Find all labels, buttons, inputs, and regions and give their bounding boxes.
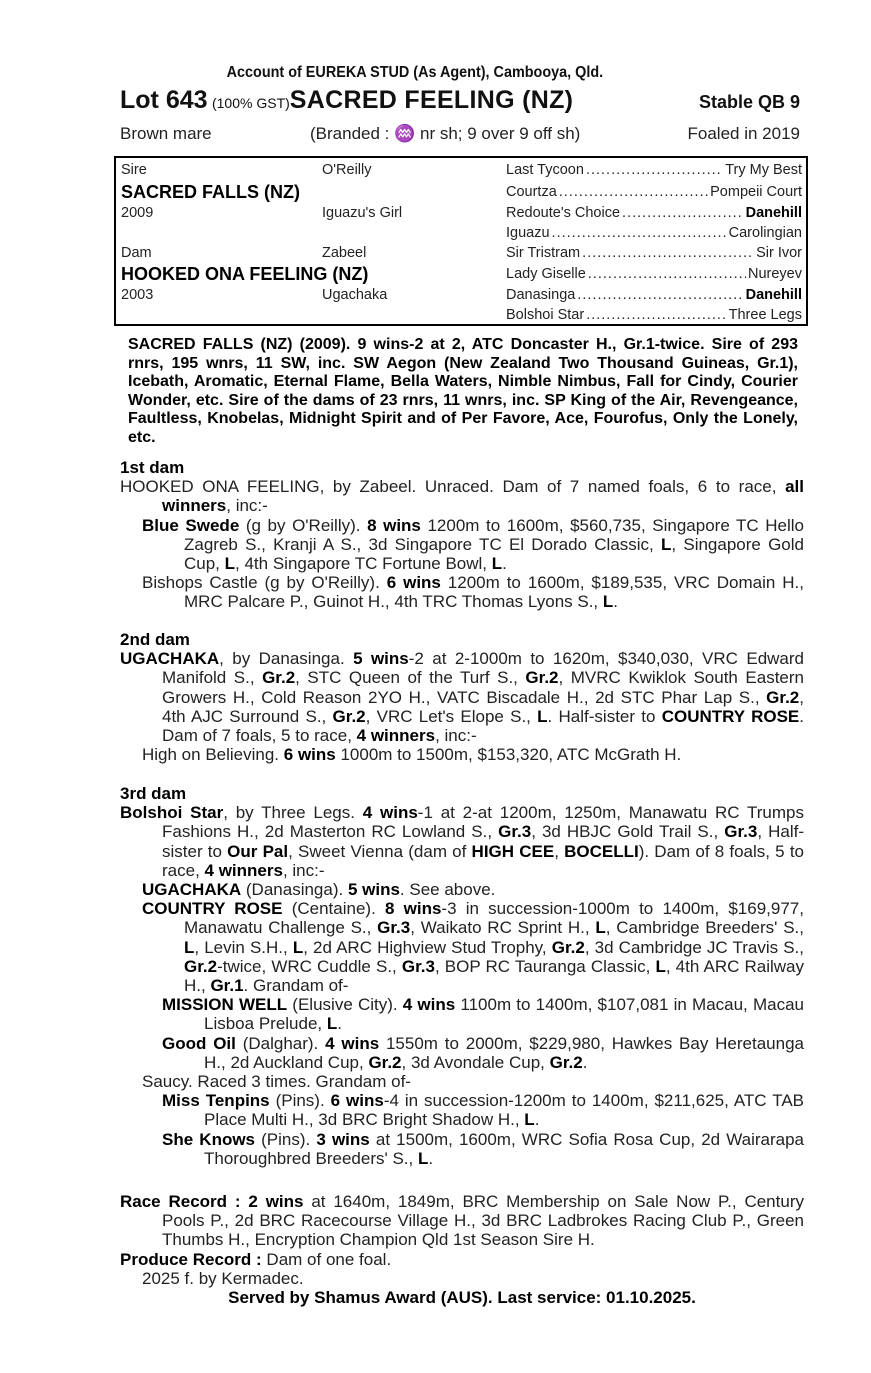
progeny-entry: Blue Swede (g by O'Reilly). 8 wins 1200m to 1600m, $560,735, Singapore TC Hello Zagreb S., Kranji A S., 3d Singapore TC El Dorado Classic, L, Singapore Gold Cup, L, 4th Singapore TC Fortune Bowl, L. [142,515,805,574]
colour-sex: Brown mare [120,124,212,143]
section-heading: 2nd dam [120,630,190,649]
foaled-year: Foaled in 2019 [687,124,800,143]
progeny-entry: Bishops Castle (g by O'Reilly). 6 wins 1200m to 1600m, $189,535, VRC Domain H., MRC Palcare P., Guinot H., 4th TRC Thomas Lyons S., L. [142,573,804,612]
dam-year: 2003 [121,287,154,303]
lot-header [120,86,810,118]
ancestor-row: Danasinga ..... Danehill [506,287,802,303]
vendor-line: Account of EUREKA STUD (As Agent), Cambooya, Qld. [226,64,604,81]
ancestor-row: Last Tycoon ..... Try My Best [506,162,802,178]
race-record: Race Record : 2 wins at 1640m, 1849m, BRC Membership on Sale Now P., Century Pools P., 2d BRC Racecourse Village H., 3d BRC Ladbrokes Racing Club P., Green Thumbs H., Encryption Champion Qld 1st Season Sire H. [120,1192,804,1250]
progeny-entry: Miss Tenpins (Pins). 6 wins-4 in succession-1200m to 1400m, $211,625, ATC TAB Place Multi H., 3d BRC Bright Shadow H., L. [162,1091,805,1130]
third-dam-section [120,784,804,1168]
foal-entry: 2025 f. by Kermadec. [142,1268,304,1288]
sire-sire: O'Reilly [322,162,372,178]
section-heading: 3rd dam [120,784,187,803]
first-dam-section [120,458,804,612]
service-note: Served by Shamus Award (AUS). Last service: 01.10.2025. [228,1288,696,1307]
dam-entry: Bolshoi Star, by Three Legs. 4 wins-1 at 2-at 1200m, 1250m, Manawatu RC Trumps Fashions H., 2d Masterton RC Lowland S., Gr.3, 3d HBJC Gold Trail S., Gr.3, Half-sister to Our Pal, Sweet Vienna (dam of HIGH CEE, BOCELLI). Dam of 8 foals, 5 to race, 4 winners, inc:- [120,803,805,880]
progeny-entry: High on Believing. 6 wins 1000m to 1500m, $153,320, ATC McGrath H. [142,745,682,765]
dam-dam: Ugachaka [322,287,388,303]
dam-intro: HOOKED ONA FEELING, by Zabeel. Unraced. Dam of 7 named foals, 6 to race, all winners, inc:- [120,477,804,516]
ancestor-row: Courtza ..... Pompeii Court [506,184,802,200]
dam-label: Dam [121,245,152,261]
progeny-entry: UGACHAKA (Danasinga). 5 wins. See above. [142,880,496,900]
gst-note: (100% GST) [211,95,290,111]
ancestor-row: Iguazu ..... Carolingian [506,225,802,241]
horse-name: SACRED FEELING (NZ) [289,86,574,114]
stable-number: Stable QB 9 [698,92,800,112]
section-heading: 1st dam [120,458,185,477]
produce-record: Produce Record : Dam of one foal. [120,1249,392,1269]
progeny-entry: MISSION WELL (Elusive City). 4 wins 1100m to 1400m, $107,081 in Macau, Macau Lisboa Prelude, L. [162,995,804,1034]
lot-number: Lot 643 [120,86,208,114]
second-dam-section [120,630,804,764]
records-section [120,1192,804,1288]
progeny-entry: She Knows (Pins). 3 wins at 1500m, 1600m, WRC Sofia Rosa Cup, 2d Wairarapa Thoroughbred Breeders' S., L. [162,1129,805,1168]
dam-name: HOOKED ONA FEELING (NZ) [121,264,369,284]
progeny-entry: Good Oil (Dalghar). 4 wins 1550m to 2000m, $229,980, Hawkes Bay Heretaunga H., 2d Auckland Cup, Gr.2, 3d Avondale Cup, Gr.2. [162,1033,804,1072]
dam-sire: Zabeel [322,245,367,261]
sire-year: 2009 [121,205,154,221]
progeny-entry: COUNTRY ROSE (Centaine). 8 wins-3 in succession-1000m to 1400m, $169,977, Manawatu Challenge S., Gr.3, Waikato RC Sprint H., L, Cambridge Breeders' S., L, Levin S.H., L, 2d ARC Highview Stud Trophy, Gr.2, 3d Cambridge JC Travis S., Gr.2-twice, WRC Cuddle S., Gr.3, BOP RC Tauranga Classic, L, 4th ARC Railway H., Gr.1. Grandam of- [142,899,805,996]
ancestor-row: Bolshoi Star ..... Three Legs [506,307,802,323]
ancestor-row: Lady Giselle ..... Nureyev [506,266,802,282]
ancestor-row: Sir Tristram ..... Sir Ivor [506,245,802,261]
sire-name: SACRED FALLS (NZ) [121,182,300,202]
sire-dam: Iguazu's Girl [322,205,403,221]
pedigree-table [114,156,808,326]
dam-entry: UGACHAKA, by Danasinga. 5 wins-2 at 2-1000m to 1620m, $340,030, VRC Edward Manifold S., Gr.2, STC Queen of the Turf S., Gr.2, MVRC Kwiklok South Eastern Growers H., Cold Reason 2YO H., VATC Biscadale H., 2d STC Phar Lap S., Gr.2, 4th AJC Surround S., Gr.2, VRC Let's Elope S., L. Half-sister to COUNTRY ROSE. Dam of 7 foals, 5 to race, 4 winners, inc:- [120,649,804,746]
sire-label: Sire [121,162,147,178]
sire-summary: SACRED FALLS (NZ) (2009). 9 wins-2 at 2, ATC Doncaster H., Gr.1-twice. Sire of 293 rnrs, 195 wnrs, 11 SW, inc. SW Aegon (New Zealand Two Thousand Guineas, Gr.1), Icebath, Aromatic, Eternal Flame, Bella Waters, Nimble Nimbus, Fall for Cindy, Courier Wonder, etc. Sire of the dams of 23 rnrs, 11 wnrs, inc. SP King of the Air, Revengeance, Faultless, Knobelas, Midnight Spirit and of Per Favore, Ace, Fourofus, Only the Lonely, etc. [128,336,798,446]
progeny-entry: Saucy. Raced 3 times. Grandam of- [142,1072,411,1092]
ancestor-row: Redoute's Choice ..... Danehill [506,205,802,221]
brand-description: (Branded : ♒ nr sh; 9 over 9 off sh) [310,124,581,143]
